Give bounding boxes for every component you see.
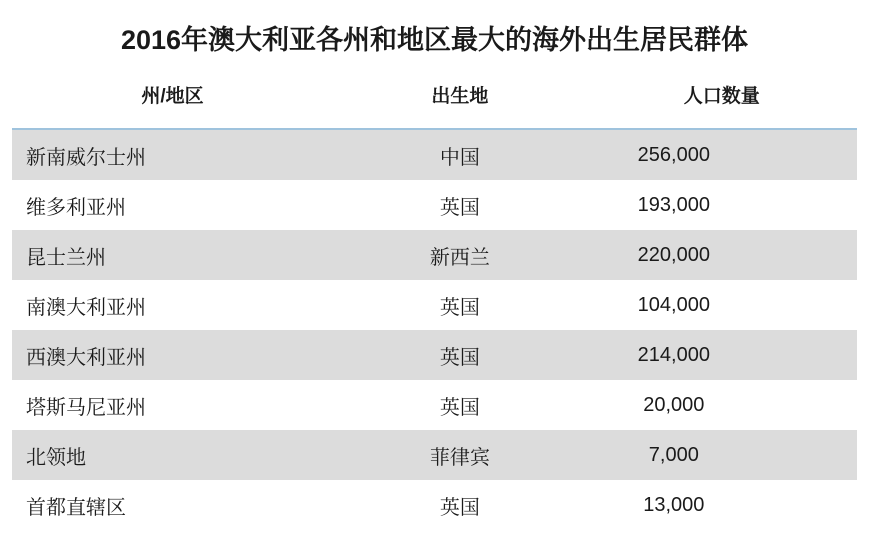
table-row <box>12 330 857 380</box>
cell-region: 北领地 <box>12 430 333 480</box>
cell-birthplace: 英国 <box>333 480 587 530</box>
cell-region: 首都直辖区 <box>12 480 333 530</box>
table-row <box>12 430 857 480</box>
table-body <box>12 129 857 530</box>
cell-birthplace: 英国 <box>333 280 587 330</box>
column-header-region: 州/地区 <box>12 59 333 129</box>
table-row <box>12 180 857 230</box>
table-header-row <box>12 59 857 129</box>
cell-region: 西澳大利亚州 <box>12 330 333 380</box>
overseas-born-table <box>12 59 857 530</box>
cell-region: 昆士兰州 <box>12 230 333 280</box>
cell-population: 104,000 <box>587 280 857 330</box>
cell-population: 7,000 <box>587 430 857 480</box>
table-row <box>12 380 857 430</box>
table-row <box>12 230 857 280</box>
cell-birthplace: 英国 <box>333 330 587 380</box>
cell-birthplace: 英国 <box>333 180 587 230</box>
cell-population: 214,000 <box>587 330 857 380</box>
cell-birthplace: 菲律宾 <box>333 430 587 480</box>
cell-birthplace: 英国 <box>333 380 587 430</box>
cell-birthplace: 中国 <box>333 129 587 180</box>
cell-population: 256,000 <box>587 129 857 180</box>
cell-population: 13,000 <box>587 480 857 530</box>
table-row <box>12 280 857 330</box>
table-header <box>12 59 857 129</box>
cell-region: 南澳大利亚州 <box>12 280 333 330</box>
column-header-population: 人口数量 <box>587 59 857 129</box>
table-row <box>12 129 857 180</box>
cell-region: 维多利亚州 <box>12 180 333 230</box>
cell-region: 新南威尔士州 <box>12 129 333 180</box>
cell-population: 20,000 <box>587 380 857 430</box>
cell-birthplace: 新西兰 <box>333 230 587 280</box>
column-header-birthplace: 出生地 <box>333 59 587 129</box>
cell-population: 220,000 <box>587 230 857 280</box>
cell-population: 193,000 <box>587 180 857 230</box>
table-row <box>12 480 857 530</box>
page-title: 2016年澳大利亚各州和地区最大的海外出生居民群体 <box>120 25 749 55</box>
cell-region: 塔斯马尼亚州 <box>12 380 333 430</box>
